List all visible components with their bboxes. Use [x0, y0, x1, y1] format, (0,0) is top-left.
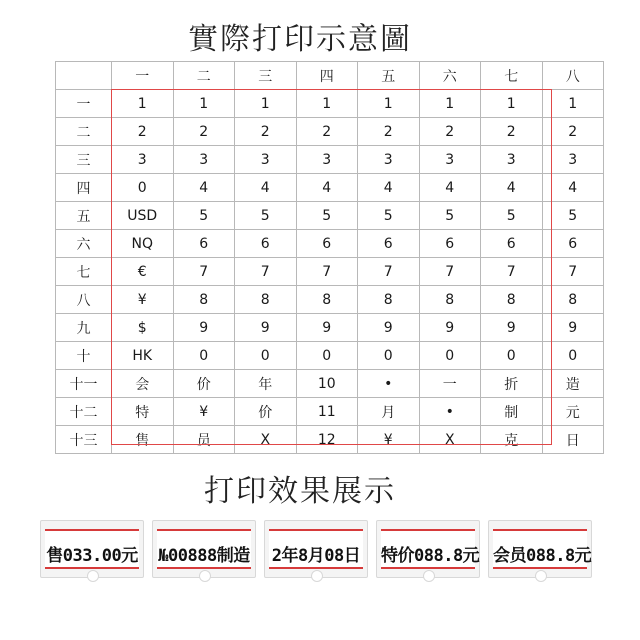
table-cell: 7: [358, 258, 420, 286]
table-row: [56, 314, 604, 342]
table-cell: 6: [419, 230, 481, 258]
table-cell: 0: [173, 342, 235, 370]
table-cell: 克: [481, 426, 543, 454]
table-cell: 9: [358, 314, 420, 342]
table-cell: 3: [419, 146, 481, 174]
label-samples: [40, 520, 600, 580]
table-cell: 1: [173, 90, 235, 118]
table-cell: 6: [296, 230, 358, 258]
table-cell: 5: [235, 202, 297, 230]
table-cell: 0: [358, 342, 420, 370]
table-cell: 员: [173, 426, 235, 454]
table-cell: 造: [542, 370, 604, 398]
column-header: 五: [358, 62, 420, 90]
table-cell: 1: [481, 90, 543, 118]
table-row: [56, 342, 604, 370]
table-cell: •: [358, 370, 420, 398]
table-cell: 0: [112, 174, 174, 202]
table-cell: 2: [481, 118, 543, 146]
label-text: №00888制造: [158, 546, 250, 566]
label-notch: [311, 570, 323, 582]
table-cell: 8: [542, 286, 604, 314]
label-notch: [87, 570, 99, 582]
row-header: 七: [56, 258, 112, 286]
table-row: [56, 202, 604, 230]
table-row: [56, 258, 604, 286]
table-cell: 6: [173, 230, 235, 258]
column-header: [56, 62, 112, 90]
table-cell: 0: [296, 342, 358, 370]
table-cell: 日: [542, 426, 604, 454]
table-cell: 8: [358, 286, 420, 314]
row-header: 六: [56, 230, 112, 258]
table-cell: 3: [173, 146, 235, 174]
table-header-row: [56, 62, 604, 90]
table-row: [56, 230, 604, 258]
table-cell: 4: [235, 174, 297, 202]
table-cell: 7: [235, 258, 297, 286]
table-cell: €: [112, 258, 174, 286]
table-cell: 2: [296, 118, 358, 146]
price-label-sample: [40, 520, 144, 578]
table-cell: 7: [419, 258, 481, 286]
row-header: 十一: [56, 370, 112, 398]
column-header: 七: [481, 62, 543, 90]
table-cell: ¥: [112, 286, 174, 314]
table-cell: 1: [296, 90, 358, 118]
table-cell: •: [419, 398, 481, 426]
label-print-area: [45, 529, 139, 569]
table-cell: 折: [481, 370, 543, 398]
label-notch: [423, 570, 435, 582]
row-header: 十: [56, 342, 112, 370]
table-cell: 12: [296, 426, 358, 454]
table-cell: 元: [542, 398, 604, 426]
table-row: [56, 398, 604, 426]
table-cell: 6: [481, 230, 543, 258]
table-row: [56, 370, 604, 398]
price-label-sample: [264, 520, 368, 578]
row-header: 四: [56, 174, 112, 202]
table-cell: 9: [296, 314, 358, 342]
table-cell: 2: [235, 118, 297, 146]
table-cell: 1: [419, 90, 481, 118]
row-header: 十三: [56, 426, 112, 454]
table-cell: 3: [235, 146, 297, 174]
label-print-area: [269, 529, 363, 569]
price-label-sample: [152, 520, 256, 578]
table-cell: 6: [358, 230, 420, 258]
table-cell: 价: [173, 370, 235, 398]
column-header: 二: [173, 62, 235, 90]
table-cell: $: [112, 314, 174, 342]
row-header: 五: [56, 202, 112, 230]
table-row: [56, 90, 604, 118]
column-header: 四: [296, 62, 358, 90]
table-cell: 2: [542, 118, 604, 146]
table-cell: NQ: [112, 230, 174, 258]
row-header: 九: [56, 314, 112, 342]
table-cell: 3: [296, 146, 358, 174]
table-cell: 0: [235, 342, 297, 370]
table-row: [56, 286, 604, 314]
table-cell: 4: [296, 174, 358, 202]
table-cell: 11: [296, 398, 358, 426]
table-cell: 5: [296, 202, 358, 230]
table-cell: 1: [112, 90, 174, 118]
table-cell: USD: [112, 202, 174, 230]
table-cell: 7: [481, 258, 543, 286]
table-cell: 1: [542, 90, 604, 118]
table-cell: 9: [173, 314, 235, 342]
table-cell: 1: [358, 90, 420, 118]
label-text: 特价088.8元: [381, 546, 480, 566]
table-cell: 8: [481, 286, 543, 314]
table-cell: 3: [358, 146, 420, 174]
table-cell: 9: [542, 314, 604, 342]
table-cell: 7: [173, 258, 235, 286]
column-header: 三: [235, 62, 297, 90]
print-matrix-table: [55, 61, 604, 454]
table-cell: 月: [358, 398, 420, 426]
table-cell: ¥: [358, 426, 420, 454]
label-notch: [535, 570, 547, 582]
table-cell: 4: [481, 174, 543, 202]
table-row: [56, 174, 604, 202]
table-cell: 5: [542, 202, 604, 230]
row-header: 一: [56, 90, 112, 118]
table-cell: 会: [112, 370, 174, 398]
label-print-area: [381, 529, 480, 569]
table-cell: 特: [112, 398, 174, 426]
table-cell: 9: [419, 314, 481, 342]
price-label-sample: [376, 520, 480, 578]
table-cell: 10: [296, 370, 358, 398]
table-cell: 4: [173, 174, 235, 202]
table-cell: 6: [235, 230, 297, 258]
row-header: 十二: [56, 398, 112, 426]
column-header: 八: [542, 62, 604, 90]
label-print-area: [493, 529, 592, 569]
price-label-sample: [488, 520, 592, 578]
table-cell: 8: [296, 286, 358, 314]
label-print-area: [157, 529, 251, 569]
table-cell: 制: [481, 398, 543, 426]
section-title: 打印效果展示: [204, 474, 396, 509]
table-cell: 4: [542, 174, 604, 202]
table-cell: 2: [112, 118, 174, 146]
table-cell: X: [235, 426, 297, 454]
table-cell: 2: [173, 118, 235, 146]
table-row: [56, 146, 604, 174]
table-cell: 2: [358, 118, 420, 146]
column-header: 一: [112, 62, 174, 90]
table-cell: 8: [235, 286, 297, 314]
table-cell: 售: [112, 426, 174, 454]
row-header: 二: [56, 118, 112, 146]
table-cell: 7: [296, 258, 358, 286]
table-cell: 0: [542, 342, 604, 370]
table-cell: ¥: [173, 398, 235, 426]
table-cell: 3: [481, 146, 543, 174]
page-title: 實際打印示意圖: [188, 22, 412, 57]
table-cell: 5: [358, 202, 420, 230]
row-header: 八: [56, 286, 112, 314]
table-cell: 5: [419, 202, 481, 230]
table-cell: 6: [542, 230, 604, 258]
table-row: [56, 426, 604, 454]
table-cell: 5: [481, 202, 543, 230]
table-cell: 3: [112, 146, 174, 174]
table-cell: 价: [235, 398, 297, 426]
table-cell: 0: [419, 342, 481, 370]
table-cell: 0: [481, 342, 543, 370]
column-header: 六: [419, 62, 481, 90]
label-text: 2年8月08日: [271, 546, 361, 566]
table-cell: 2: [419, 118, 481, 146]
table-cell: 4: [358, 174, 420, 202]
table-cell: 9: [481, 314, 543, 342]
table-cell: 一: [419, 370, 481, 398]
table-cell: HK: [112, 342, 174, 370]
table-cell: 7: [542, 258, 604, 286]
row-header: 三: [56, 146, 112, 174]
table-cell: 年: [235, 370, 297, 398]
table-cell: 3: [542, 146, 604, 174]
table-cell: 1: [235, 90, 297, 118]
table-row: [56, 118, 604, 146]
table-cell: 8: [173, 286, 235, 314]
label-text: 会员088.8元: [493, 546, 592, 566]
label-notch: [199, 570, 211, 582]
table-cell: 5: [173, 202, 235, 230]
table-cell: 9: [235, 314, 297, 342]
table-cell: X: [419, 426, 481, 454]
table-cell: 4: [419, 174, 481, 202]
label-text: 售033.00元: [46, 546, 138, 566]
table-cell: 8: [419, 286, 481, 314]
